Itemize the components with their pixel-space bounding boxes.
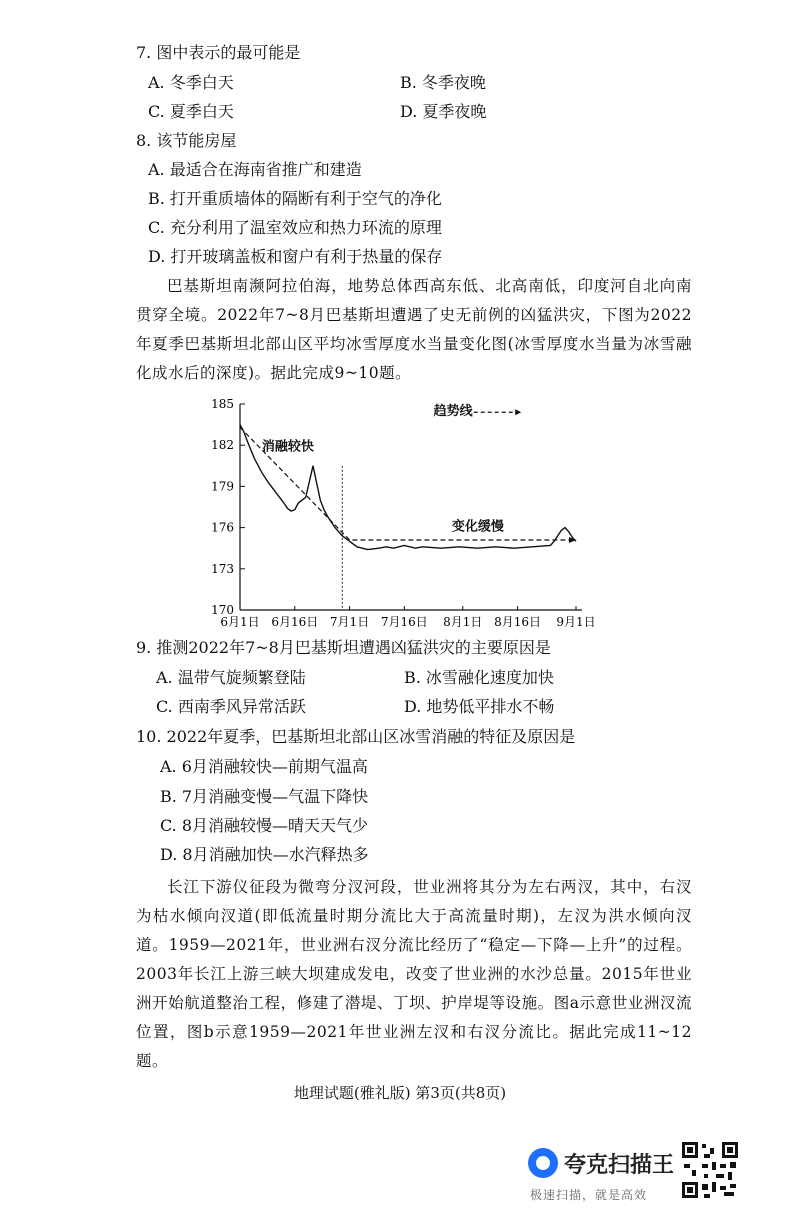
q7-option-a: A. 冬季白天 bbox=[148, 73, 234, 92]
snow-water-equivalent-chart bbox=[196, 394, 596, 634]
y-tick-label: 170 bbox=[211, 603, 234, 617]
page-footer: 地理试题(雅礼版) 第3页(共8页) bbox=[293, 1084, 507, 1102]
scanner-logo-icon bbox=[528, 1148, 558, 1178]
scanner-slogan: 极速扫描，就是高效 bbox=[530, 1188, 648, 1202]
q10-option-c: C. 8月消融较慢—晴天天气少 bbox=[160, 816, 369, 835]
x-tick-label: 9月1日 bbox=[556, 615, 596, 629]
q8-option-a: A. 最适合在海南省推广和建造 bbox=[148, 160, 362, 179]
annotation-slow-change: 变化缓慢 bbox=[451, 519, 504, 535]
q7-option-c: C. 夏季白天 bbox=[148, 102, 234, 121]
q9-option-c: C. 西南季风异常活跃 bbox=[156, 697, 306, 716]
q8-option-d: D. 打开玻璃盖板和窗户有利于热量的保存 bbox=[148, 247, 443, 266]
q7-stem: 7. 图中表示的最可能是 bbox=[136, 43, 301, 62]
q10-option-d: D. 8月消融加快—水汽释热多 bbox=[160, 845, 369, 864]
scanner-watermark bbox=[528, 1146, 678, 1206]
legend-arrow-icon bbox=[515, 409, 521, 415]
x-tick-label: 6月16日 bbox=[271, 615, 319, 629]
x-tick-label: 8月16日 bbox=[494, 615, 542, 629]
passage-yangtze: 长江下游仪征段为微弯分汊河段，世业洲将其分为左右两汊，其中，右汊为枯水倾向汊道(即低流量时期分流比大于高流量时期)，左汊为洪水倾向汊道。1959—2021年，世业洲右汊分流比经历了“稳定—下降—上升”的过程。2003年长江上游三峡大坝建成发电，改变了世业洲的水沙总量。2015年世业洲开始航道整治工程，修建了潜堤、丁坝、护岸堤等设施。图a示意世业洲汊流位置，图b示意1959—2021年世业洲左汊和右汊分流比。据此完成11~12题。 bbox=[136, 878, 693, 1070]
q9-stem: 9. 推测2022年7~8月巴基斯坦遭遇凶猛洪灾的主要原因是 bbox=[136, 638, 551, 657]
y-tick-label: 182 bbox=[211, 438, 234, 453]
q7-option-b: B. 冬季夜晚 bbox=[400, 73, 486, 92]
x-tick-label: 7月1日 bbox=[329, 615, 370, 629]
q9-option-d: D. 地势低平排水不畅 bbox=[404, 697, 555, 716]
x-tick-label: 6月1日 bbox=[220, 615, 260, 629]
q10-option-b: B. 7月消融变慢—气温下降快 bbox=[160, 787, 369, 806]
annotation-fast-melt: 消融较快 bbox=[261, 439, 314, 455]
q10-option-a: A. 6月消融较快—前期气温高 bbox=[160, 757, 368, 776]
legend-trend-label: 趋势线 bbox=[433, 403, 473, 419]
y-tick-label: 176 bbox=[211, 520, 234, 535]
x-tick-label: 7月16日 bbox=[380, 615, 428, 629]
qr-code-icon bbox=[680, 1140, 740, 1200]
q8-stem: 8. 该节能房屋 bbox=[136, 131, 237, 150]
scanner-brand-name: 夸克扫描王 bbox=[564, 1153, 675, 1178]
q8-option-b: B. 打开重质墙体的隔断有利于空气的净化 bbox=[148, 189, 442, 208]
q7-option-d: D. 夏季夜晚 bbox=[400, 102, 487, 121]
q8-option-c: C. 充分利用了温室效应和热力环流的原理 bbox=[148, 218, 442, 237]
y-tick-label: 179 bbox=[211, 479, 234, 494]
q9-option-a: A. 温带气旋频繁登陆 bbox=[156, 668, 306, 687]
passage-pakistan: 巴基斯坦南濒阿拉伯海，地势总体西高东低、北高南低，印度河自北向南贯穿全境。2022年7~8月巴基斯坦遭遇了史无前例的凶猛洪灾，下图为2022年夏季巴基斯坦北部山区平均冰雪厚度水当量变化图(冰雪厚度水当量为冰雪融化成水后的深度)。据此完成9~10题。 bbox=[136, 277, 692, 382]
q10-stem: 10. 2022年夏季，巴基斯坦北部山区冰雪消融的特征及原因是 bbox=[136, 727, 576, 746]
q9-option-b: B. 冰雪融化速度加快 bbox=[404, 668, 554, 687]
y-tick-label: 185 bbox=[211, 397, 234, 411]
y-tick-label: 173 bbox=[211, 561, 234, 576]
x-tick-label: 8月1日 bbox=[443, 615, 483, 629]
